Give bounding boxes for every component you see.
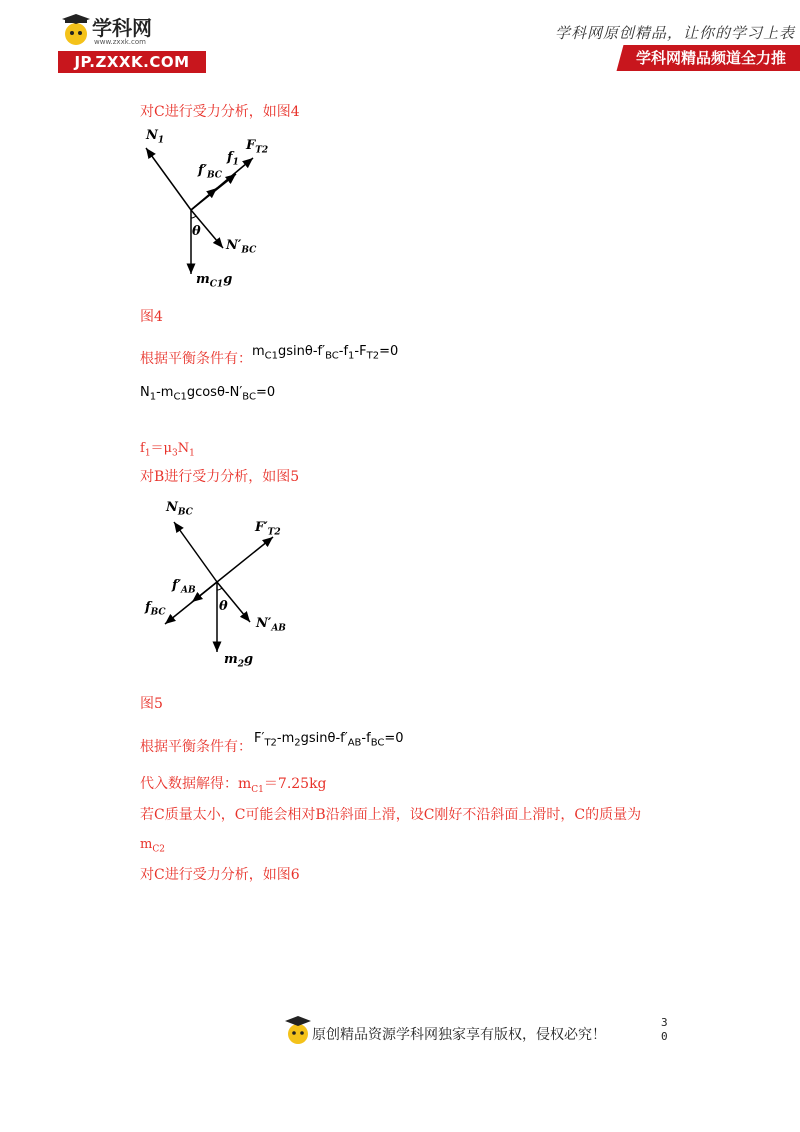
fig5-label-fbc: $f_{BC}$: [145, 600, 166, 618]
figure-5: [140, 500, 310, 670]
arrow-n1: [146, 148, 191, 210]
fig4-label-mg: $m_{C1}g$: [196, 272, 233, 290]
fig4-label-n1: $N_1$: [146, 128, 165, 146]
f1-equation: $f_1=\mu_3N_1$: [140, 441, 195, 459]
fig5-label-ft2: $F'_{T2}$: [255, 520, 281, 538]
logo-domain: JP.ZXXK.COM: [58, 51, 206, 73]
slogan: 学科网原创精品，让你的学习上表: [555, 24, 796, 42]
fig4-label-nbc: $N'_{BC}$: [226, 238, 257, 256]
fig5-caption: 图5: [140, 696, 163, 712]
fig5-label-mg: $m_2g$: [224, 652, 254, 670]
balance2-formula: $N_1-m_{C1}gcos\theta-N'_{BC}=0$: [140, 385, 276, 403]
banner-text: 学科网精品频道全力推: [636, 49, 787, 67]
fig4-label-theta: θ: [192, 224, 201, 239]
mc2-symbol: $m_{C2}$: [140, 837, 165, 855]
paragraph-c-upward: 若C质量太小，C可能会相对B沿斜面上滑，设C刚好不沿斜面上滑时，C的质量为: [140, 807, 642, 823]
fig4-label-f1: $f_1$: [227, 150, 239, 168]
heading-c-fig6: 对C进行受力分析，如图6: [140, 867, 300, 883]
logo-url: www.zxxk.com: [94, 38, 146, 46]
fig5-label-fab: $f'_{AB}$: [172, 578, 196, 596]
balance1-prefix: 根据平衡条件有：: [140, 351, 252, 367]
footer-mascot-icon: [284, 1014, 312, 1048]
banner: [617, 45, 800, 71]
balance1-formula: $m_{C1}gsin\theta-f'_{BC}-f_1-F_{T2}=0$: [252, 344, 399, 362]
fig5-label-theta: θ: [219, 599, 228, 614]
heading-c-fig4: 对C进行受力分析，如图4: [140, 104, 300, 120]
fig5-label-nbc: $N_{BC}$: [166, 500, 193, 518]
fig4-caption: 图4: [140, 309, 163, 325]
page-number: 3 0: [661, 1016, 668, 1043]
footer-copyright: 原创精品资源学科网独家享有版权，侵权必究！: [312, 1027, 606, 1043]
arrow-nbc: [174, 522, 217, 582]
fig5-label-nab: $N'_{AB}$: [256, 616, 286, 634]
solve-result: 代入数据解得：$m_{C1}=7.25kg$: [140, 776, 327, 795]
balance3-formula: $F'_{T2}-m_2gsin\theta-f'_{AB}-f_{BC}=0$: [254, 731, 404, 749]
logo-text: 学科网: [92, 16, 152, 40]
heading-b-fig5: 对B进行受力分析，如图5: [140, 469, 300, 485]
fig4-label-fbc: $f'_{BC}$: [198, 163, 222, 181]
fig4-label-ft2: $F_{T2}$: [246, 138, 269, 156]
arrow-ft2: [217, 537, 273, 582]
balance3-prefix: 根据平衡条件有：: [140, 739, 252, 755]
